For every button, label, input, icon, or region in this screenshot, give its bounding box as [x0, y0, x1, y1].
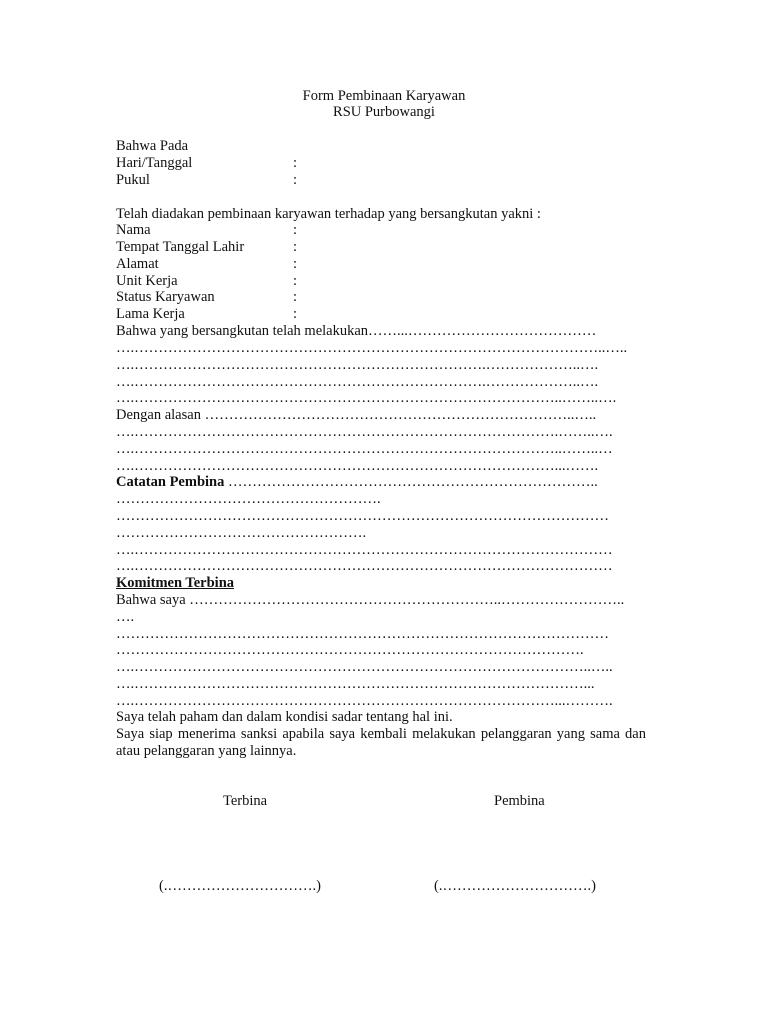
violation-line: Bahwa yang bersangkutan telah melakukan……...………………………………… [116, 323, 597, 339]
violation-line: ….……………………………………………………………….………………..…. [116, 374, 599, 390]
signature-role-pembina: Pembina [494, 793, 545, 809]
field-colon-status-karyawan: : [293, 289, 298, 305]
commitment-line: …. [116, 609, 135, 625]
violation-line: ….……………………………………………………………….………………..…. [116, 357, 599, 373]
violation-line: ….……………………………………………………………………………………..….. [116, 340, 628, 356]
field-colon-unit-kerja: : [293, 273, 298, 289]
notes-dots: ………………………………………………………………….. [224, 474, 598, 490]
field-colon-alamat: : [293, 256, 298, 272]
commitment-statement: Saya siap menerima sanksi apabila saya kembali melakukan pelanggaran yang sama dan atau pelanggaran yang lainnya. [116, 726, 646, 759]
signature-line-pembina: (.………………………….) [434, 878, 596, 894]
notes-heading: Catatan Pembina [116, 474, 225, 490]
field-colon-nama: : [293, 222, 298, 238]
field-label-pukul: Pukul [116, 172, 150, 188]
field-label-alamat: Alamat [116, 256, 159, 272]
signature-line-terbina: (.………………………….) [159, 878, 321, 894]
notes-line: ……………………………………………. [116, 525, 367, 541]
notes-line: ………………………………………………………………………………………… [116, 508, 609, 524]
commitment-statement: Saya telah paham dan dalam kondisi sadar tentang hal ini. [116, 709, 453, 725]
reason-line: ….……………………………………………………………………………..……..… [116, 441, 613, 457]
field-colon-pukul: : [293, 172, 298, 188]
notes-line: ….……………………………………………………………………………………… [116, 558, 613, 574]
field-label-status-karyawan: Status Karyawan [116, 289, 215, 305]
time-intro: Bahwa Pada [116, 138, 189, 154]
commitment-line: ….……………………………………………………………………………...………. [116, 693, 613, 709]
commitment-line: ……………………………………………………………………………………. [116, 642, 584, 658]
notes-line [116, 474, 646, 491]
form-title: Form Pembinaan Karyawan [302, 88, 466, 104]
reason-line: Dengan alasan …………………………………………………………………..….. [116, 407, 597, 423]
field-colon-hari-tanggal: : [293, 155, 298, 171]
field-colon-ttl: : [293, 239, 298, 255]
reason-line: ….…………………………………………………………………………….……..…. [116, 424, 613, 440]
field-label-hari-tanggal: Hari/Tanggal [116, 155, 193, 171]
reason-line: ….……………………………………………………………………………...……. [116, 458, 599, 474]
commitment-line: Bahwa saya ………………………………………………………..…………………….. [116, 592, 625, 608]
commitment-line: ….…………………………………………………………………………………... [116, 676, 595, 692]
signature-role-terbina: Terbina [223, 793, 268, 809]
commitment-heading: Komitmen Terbina [116, 575, 235, 591]
field-label-nama: Nama [116, 222, 151, 238]
field-label-lama-kerja: Lama Kerja [116, 306, 185, 322]
commitment-line: ….…………………………………………………………………………………..….. [116, 659, 613, 675]
violation-line: ….……………………………………………………………………………..……..…. [116, 390, 617, 406]
field-colon-lama-kerja: : [293, 306, 298, 322]
employee-intro: Telah diadakan pembinaan karyawan terhadap yang bersangkutan yakni : [116, 206, 541, 222]
notes-line: ………………………………………………. [116, 491, 381, 507]
notes-line: ….……………………………………………………………………………………… [116, 542, 613, 558]
commitment-line: ………………………………………………………………………………………… [116, 626, 609, 642]
form-subtitle: RSU Purbowangi [333, 104, 435, 120]
field-label-ttl: Tempat Tanggal Lahir [116, 239, 245, 255]
field-label-unit-kerja: Unit Kerja [116, 273, 178, 289]
